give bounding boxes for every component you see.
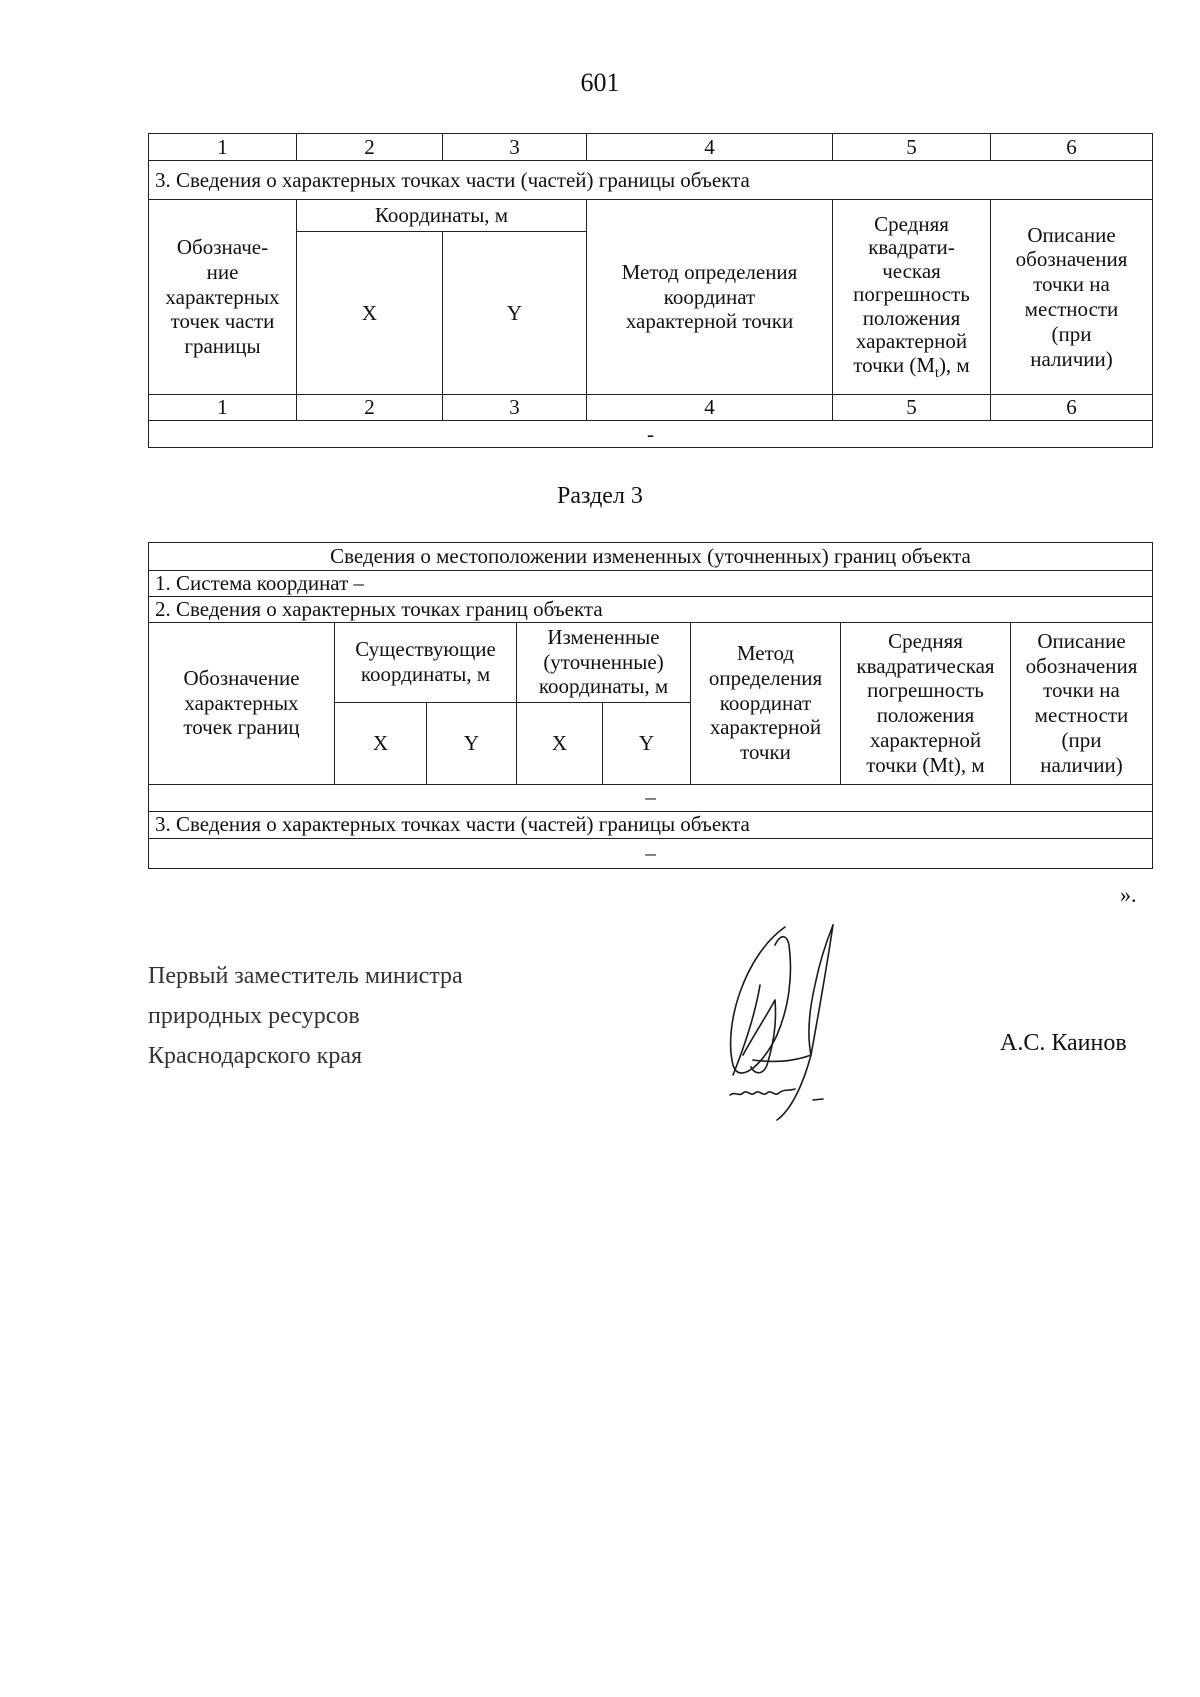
signer-name: А.С. Каинов <box>1000 1030 1127 1056</box>
column-number: 1 <box>149 395 297 421</box>
signatory-line: Краснодарского края <box>148 1043 363 1069</box>
page-number: 601 <box>580 68 620 97</box>
column-number: 5 <box>833 134 991 161</box>
table-title: Сведения о местоположении измененных (уточненных) границ объекта <box>149 543 1153 571</box>
column-number: 3 <box>443 395 587 421</box>
column-number: 4 <box>587 395 833 421</box>
header-existing-coordinates: Существующие координаты, м <box>335 622 517 702</box>
header-changed-x: X <box>517 702 603 784</box>
column-number: 2 <box>297 395 443 421</box>
column-number: 4 <box>587 134 833 161</box>
header-point-designation: Обозначе- ние характерных точек части границы <box>149 200 297 395</box>
header-mean-error: Средняя квадратическая погрешность положения характерной точки (Mt), м <box>841 622 1011 784</box>
column-number: 6 <box>991 134 1153 161</box>
column-number: 1 <box>149 134 297 161</box>
part-points-heading: 3. Сведения о характерных точках части (частей) границы объекта <box>149 811 1153 838</box>
coordinate-system-row: 1. Система координат – <box>149 571 1153 597</box>
header-method: Метод определения координат характерной точки <box>691 622 841 784</box>
header-existing-y: Y <box>427 702 517 784</box>
part-boundary-points-table <box>148 133 1153 448</box>
header-x: X <box>297 232 443 395</box>
header-y: Y <box>443 232 587 395</box>
empty-row: – <box>149 784 1153 811</box>
column-number: 5 <box>833 395 991 421</box>
header-existing-x: X <box>335 702 427 784</box>
changed-boundaries-table <box>148 542 1153 869</box>
header-description: Описание обозначения точки на местности (при наличии) <box>1011 622 1153 784</box>
handwritten-signature <box>715 915 905 1125</box>
column-number: 3 <box>443 134 587 161</box>
signatory-line: природных ресурсов <box>148 1003 360 1029</box>
header-method: Метод определения координат характерной точки <box>587 200 833 395</box>
header-mean-error-text: Средняя квадрати- ческая погрешность положения характерной точки (M <box>853 211 970 377</box>
signatory-title <box>148 956 463 1076</box>
header-coordinates: Координаты, м <box>297 200 587 232</box>
empty-row: – <box>149 838 1153 868</box>
header-point-designation: Обозначение характерных точек границ <box>149 622 335 784</box>
header-mean-error-subscript: t <box>935 365 939 381</box>
empty-row: - <box>149 421 1153 448</box>
header-changed-y: Y <box>603 702 691 784</box>
signatory-line: Первый заместитель министра <box>148 963 463 989</box>
header-mean-error-unit: ), м <box>938 352 970 377</box>
section-title: Раздел 3 <box>557 483 643 509</box>
section-heading: 3. Сведения о характерных точках части (частей) границы объекта <box>149 161 1153 200</box>
header-changed-coordinates: Измененные (уточненные) координаты, м <box>517 622 691 702</box>
header-mean-error <box>833 200 991 395</box>
points-heading: 2. Сведения о характерных точках границ объекта <box>149 596 1153 622</box>
column-number: 2 <box>297 134 443 161</box>
header-description: Описание обозначения точки на местности (при наличии) <box>991 200 1153 395</box>
column-numbers-row <box>149 395 1153 421</box>
column-numbers-row <box>149 134 1153 161</box>
closing-quote: ». <box>1120 882 1137 907</box>
column-number: 6 <box>991 395 1153 421</box>
